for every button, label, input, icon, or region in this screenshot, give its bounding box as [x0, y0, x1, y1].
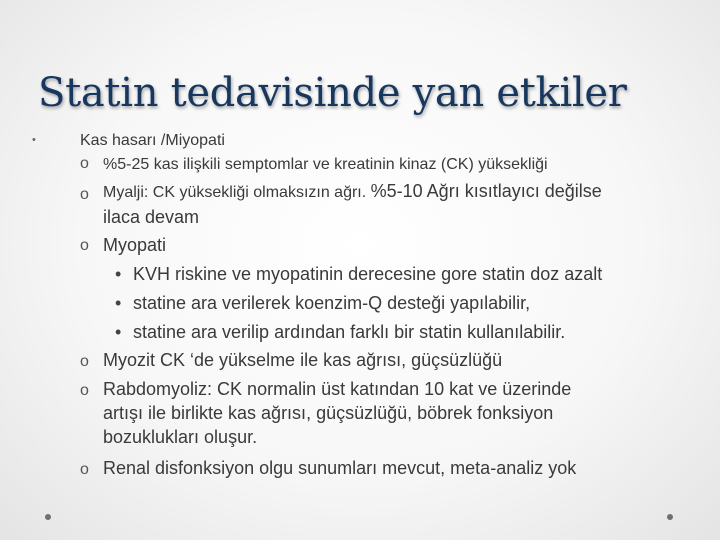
- corner-dot-icon: [667, 514, 673, 520]
- bullet-icon: •: [115, 264, 122, 284]
- slide-title: Statin tedavisinde yan etkiler: [38, 70, 627, 116]
- renal-term: Renal disfonksiyon: [103, 458, 255, 478]
- bullet-icon: •: [32, 134, 36, 146]
- myozit-term: Myozit: [103, 350, 156, 370]
- list-item-rabdomyoliz: [103, 379, 693, 399]
- list-item-myalji-cont: ilaca devam: [103, 207, 200, 227]
- sub-bullet-icon: o: [80, 353, 89, 370]
- list-item-renal: [103, 458, 693, 478]
- renal-desc: olgu sunumları mevcut, meta-analiz yok: [254, 458, 577, 478]
- sub-item-doz-azalt: KVH riskine ve myopatinin derecesine gore statin doz azalt: [133, 264, 603, 284]
- corner-dot-icon: [45, 514, 51, 520]
- rabdomyoliz-term: Rabdomyoliz: [103, 379, 208, 399]
- list-item-rabdomyoliz-cont: bozuklukları oluşur.: [103, 427, 258, 447]
- sub-item-farkli-statin: statine ara verilip ardından farklı bir statin kullanılabilir.: [133, 322, 566, 342]
- list-item-myozit: [103, 350, 693, 370]
- myozit-desc: CK ‘de yükselme ile kas ağrısı, güçsüzlüğü: [155, 350, 503, 370]
- list-item-ck-semptom: %5-25 kas ilişkili semptomlar ve kreatinin kinaz (CK) yüksekliği: [103, 156, 548, 173]
- sub-bullet-icon: o: [80, 155, 89, 172]
- list-item-rabdomyoliz-cont: artışı ile birlikte kas ağrısı, güçsüzlüğü, böbrek fonksiyon: [103, 403, 554, 423]
- sub-item-koenzim: statine ara verilerek koenzim-Q desteği yapılabilir,: [133, 293, 531, 313]
- sub-bullet-icon: o: [80, 186, 89, 203]
- myalji-rate: %5-10 Ağrı kısıtlayıcı değilse: [370, 181, 602, 201]
- bullet-icon: •: [115, 293, 122, 313]
- sub-bullet-icon: o: [80, 237, 89, 254]
- list-item-myopati: Myopati: [103, 235, 167, 255]
- sub-bullet-icon: o: [80, 382, 89, 399]
- bullet-icon: •: [115, 322, 122, 342]
- sub-bullet-icon: o: [80, 461, 89, 478]
- myalji-term: Myalji:: [103, 184, 149, 201]
- list-item-myalji: [103, 181, 693, 203]
- rabdomyoliz-desc: : CK normalin üst katından 10 kat ve üzerinde: [207, 379, 572, 399]
- bullet-kas-hasari: Kas hasarı /Miyopati: [80, 132, 225, 149]
- myalji-desc: CK yüksekliği olmaksızın ağrı.: [148, 184, 371, 201]
